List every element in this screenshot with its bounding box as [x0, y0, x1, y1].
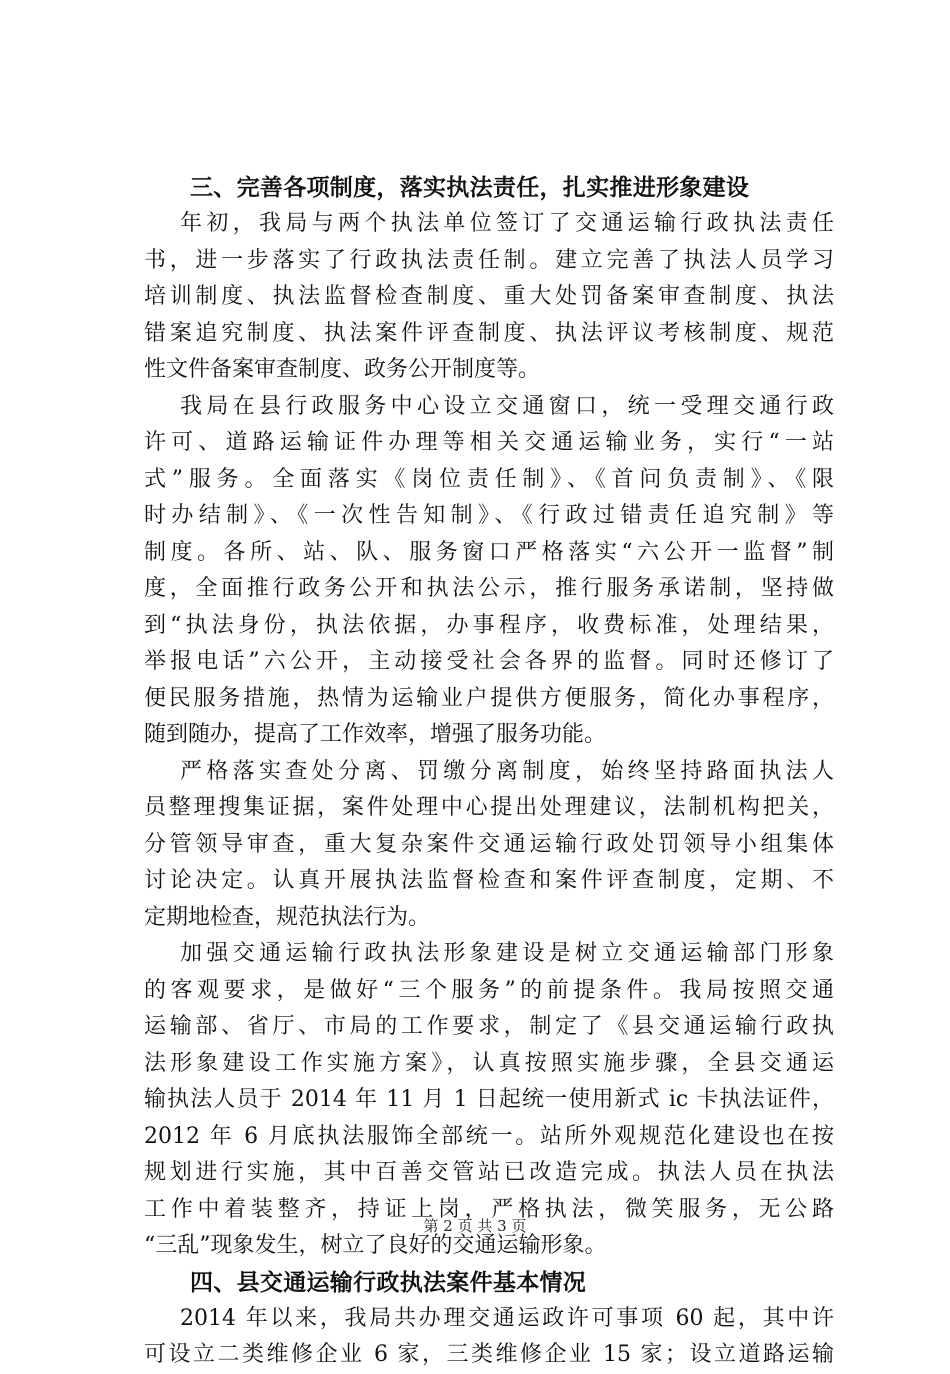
text-line: 随到随办，提高了工作效率，增强了服务功能。	[144, 722, 607, 747]
text-line: 错案追究制度、执法案件评查制度、执法评议考核制度、规范	[144, 320, 834, 346]
text-line: 许可、道路运输证件办理等相关交通运输业务，实行“一站	[144, 430, 834, 455]
text-line: 工作中着装整齐，持证上岗，严格执法，微笑服务，无公路	[144, 1196, 834, 1222]
text-line: 员整理搜集证据，案件处理中心提出处理建议，法制机构把关，	[144, 795, 834, 820]
text-line: 定期地检查，规范执法行为。	[144, 904, 431, 930]
text-line: 时办结制》、《一次性告知制》、《行政过错责任追究制》等	[144, 503, 834, 528]
page-number-footer: 第 2 页 共 3 页	[423, 1217, 527, 1235]
section-4-heading: 四、县交通运输行政执法案件基本情况	[190, 1269, 587, 1296]
text-line: 度，全面推行政务公开和执法公示，推行服务承诺制，坚持做	[144, 576, 834, 601]
text-line: 严格落实查处分离、罚缴分离制度，始终坚持路面执法人	[180, 758, 834, 784]
text-line: 书，进一步落实了行政执法责任制。建立完善了执法人员学习	[144, 247, 834, 273]
text-line: 年初，我局与两个执法单位签订了交通运输行政执法责任	[180, 211, 834, 236]
text-line: 可设立二类维修企业 6 家，三类维修企业 15 家；设立道路运输	[144, 1342, 834, 1367]
text-line: 培训制度、执法监督检查制度、重大处罚备案审查制度、执法	[144, 284, 834, 309]
text-line: 式”服务。全面落实《岗位责任制》、《首问负责制》、《限	[144, 466, 834, 492]
text-line: 2014 年以来，我局共办理交通运政许可事项 60 起，其中许	[180, 1305, 834, 1331]
section-3-paragraph-1	[144, 206, 834, 389]
text-line: 输执法人员于 2014 年 11 月 1 日起统一使用新式 ic 卡执法证件，	[144, 1087, 834, 1112]
text-line: 规划进行实施，其中百善交管站已改造完成。执法人员在执法	[144, 1160, 834, 1185]
section-4-paragraph-1	[144, 1301, 834, 1374]
text-line: 2012 年 6 月底执法服饰全部统一。站所外观规范化建设也在按	[144, 1123, 834, 1149]
section-3-paragraph-3	[144, 754, 834, 937]
text-line: 法形象建设工作实施方案》，认真按照实施步骤，全县交通运	[144, 1050, 834, 1076]
document-body	[144, 170, 834, 1374]
text-line: 制度。各所、站、队、服务窗口严格落实“六公开一监督”制	[144, 539, 834, 565]
text-line: 便民服务措施，热情为运输业户提供方便服务，简化办事程序，	[144, 685, 834, 711]
section-3-heading: 三、完善各项制度，落实执法责任，扎实推进形象建设	[190, 175, 750, 201]
text-line: 运输部、省厅、市局的工作要求，制定了《县交通运输行政执	[144, 1014, 834, 1039]
text-line: 加强交通运输行政执法形象建设是树立交通运输部门形象	[180, 941, 834, 966]
text-line: “三乱”现象发生，树立了良好的交通运输形象。	[144, 1233, 607, 1258]
text-line: 的客观要求，是做好“三个服务”的前提条件。我局按照交通	[144, 977, 834, 1003]
text-line: 讨论决定。认真开展执法监督检查和案件评查制度，定期、不	[144, 868, 834, 893]
text-line: 我局在县行政服务中心设立交通窗口，统一受理交通行政	[180, 393, 834, 419]
text-line: 到“执法身份，执法依据，办事程序，收费标准，处理结果，	[144, 612, 834, 638]
text-line: 分管领导审查，重大复杂案件交通运输行政处罚领导小组集体	[144, 831, 834, 857]
text-line: 性文件备案审查制度、政务公开制度等。	[144, 357, 541, 382]
text-line: 举报电话”六公开，主动接受社会各界的监督。同时还修订了	[144, 649, 834, 674]
section-3-paragraph-2	[144, 389, 834, 754]
